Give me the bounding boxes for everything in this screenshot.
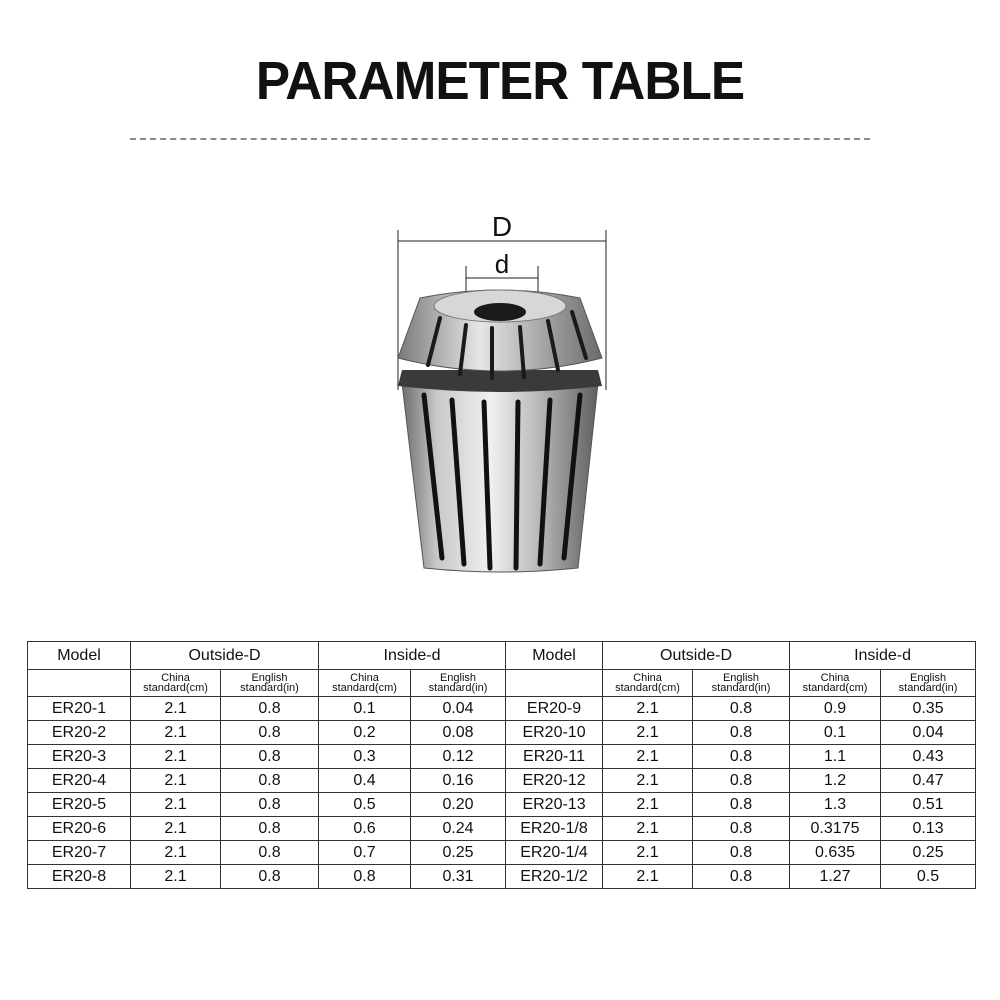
dashed-divider <box>130 138 870 140</box>
table-row <box>28 697 976 721</box>
model-cell: ER20-1 <box>28 697 131 721</box>
outer-diameter-label: D <box>491 211 513 242</box>
outside-d-in-cell: 0.8 <box>693 721 790 745</box>
inside-d-in-cell: 0.08 <box>411 721 506 745</box>
model-cell: ER20-8 <box>28 865 131 889</box>
model-cell: ER20-1/8 <box>506 817 603 841</box>
subheader-china-standard: China standard(cm) <box>790 670 881 697</box>
inside-d-cm-cell: 0.4 <box>319 769 411 793</box>
table-row <box>28 769 976 793</box>
page-title: PARAMETER TABLE <box>255 51 745 111</box>
model-cell: ER20-7 <box>28 841 131 865</box>
outside-d-cm-cell: 2.1 <box>131 841 221 865</box>
outside-d-in-cell: 0.8 <box>221 865 319 889</box>
subheader-empty <box>28 670 131 697</box>
model-cell: ER20-3 <box>28 745 131 769</box>
outside-d-in-cell: 0.8 <box>693 817 790 841</box>
outside-d-cm-cell: 2.1 <box>131 697 221 721</box>
outside-d-cm-cell: 2.1 <box>603 697 693 721</box>
inside-d-cm-cell: 1.3 <box>790 793 881 817</box>
inside-d-in-cell: 0.5 <box>881 865 976 889</box>
model-cell: ER20-13 <box>506 793 603 817</box>
inside-d-in-cell: 0.43 <box>881 745 976 769</box>
inside-d-cm-cell: 0.8 <box>319 865 411 889</box>
header-model: Model <box>28 642 131 670</box>
model-cell: ER20-11 <box>506 745 603 769</box>
outside-d-in-cell: 0.8 <box>221 745 319 769</box>
inside-d-cm-cell: 0.635 <box>790 841 881 865</box>
inside-d-in-cell: 0.20 <box>411 793 506 817</box>
subheader-china-standard: China standard(cm) <box>319 670 411 697</box>
table-row <box>28 745 976 769</box>
inside-d-in-cell: 0.13 <box>881 817 976 841</box>
outside-d-cm-cell: 2.1 <box>603 769 693 793</box>
model-cell: ER20-2 <box>28 721 131 745</box>
outside-d-cm-cell: 2.1 <box>131 817 221 841</box>
outside-d-cm-cell: 2.1 <box>603 793 693 817</box>
outside-d-in-cell: 0.8 <box>221 721 319 745</box>
model-cell: ER20-6 <box>28 817 131 841</box>
inside-d-cm-cell: 0.9 <box>790 697 881 721</box>
table-row <box>28 793 976 817</box>
outside-d-cm-cell: 2.1 <box>603 865 693 889</box>
outside-d-in-cell: 0.8 <box>221 817 319 841</box>
inside-d-in-cell: 0.16 <box>411 769 506 793</box>
inside-d-cm-cell: 0.3175 <box>790 817 881 841</box>
table-row <box>28 841 976 865</box>
header-outside-d: Outside-D <box>603 642 790 670</box>
inside-d-in-cell: 0.51 <box>881 793 976 817</box>
outside-d-in-cell: 0.8 <box>693 793 790 817</box>
inside-d-in-cell: 0.47 <box>881 769 976 793</box>
table-row <box>28 721 976 745</box>
inside-d-cm-cell: 0.1 <box>319 697 411 721</box>
outside-d-cm-cell: 2.1 <box>603 745 693 769</box>
model-cell: ER20-10 <box>506 721 603 745</box>
model-cell: ER20-1/4 <box>506 841 603 865</box>
inside-d-cm-cell: 0.3 <box>319 745 411 769</box>
subheader-english-standard: English standard(in) <box>411 670 506 697</box>
table-row <box>28 865 976 889</box>
inner-diameter-label: d <box>494 249 510 279</box>
outside-d-cm-cell: 2.1 <box>131 745 221 769</box>
outside-d-cm-cell: 2.1 <box>131 721 221 745</box>
model-cell: ER20-4 <box>28 769 131 793</box>
table-subheader-row <box>28 670 976 697</box>
subheader-china-standard: China standard(cm) <box>131 670 221 697</box>
subheader-english-standard: English standard(in) <box>881 670 976 697</box>
outside-d-cm-cell: 2.1 <box>603 841 693 865</box>
inside-d-cm-cell: 0.2 <box>319 721 411 745</box>
outside-d-cm-cell: 2.1 <box>603 721 693 745</box>
table-header-row <box>28 642 976 670</box>
outside-d-cm-cell: 2.1 <box>131 865 221 889</box>
header-inside-d: Inside-d <box>319 642 506 670</box>
inside-d-in-cell: 0.25 <box>881 841 976 865</box>
outside-d-in-cell: 0.8 <box>221 841 319 865</box>
outside-d-in-cell: 0.8 <box>221 793 319 817</box>
model-cell: ER20-1/2 <box>506 865 603 889</box>
header-inside-d: Inside-d <box>790 642 976 670</box>
subheader-english-standard: English standard(in) <box>221 670 319 697</box>
outside-d-in-cell: 0.8 <box>693 769 790 793</box>
inside-d-in-cell: 0.35 <box>881 697 976 721</box>
header-model: Model <box>506 642 603 670</box>
inside-d-in-cell: 0.24 <box>411 817 506 841</box>
model-cell: ER20-12 <box>506 769 603 793</box>
table-row <box>28 817 976 841</box>
subheader-empty <box>506 670 603 697</box>
inside-d-cm-cell: 0.7 <box>319 841 411 865</box>
model-cell: ER20-5 <box>28 793 131 817</box>
parameter-table <box>27 641 976 889</box>
outside-d-cm-cell: 2.1 <box>131 793 221 817</box>
inside-d-cm-cell: 0.1 <box>790 721 881 745</box>
inside-d-cm-cell: 1.2 <box>790 769 881 793</box>
inside-d-in-cell: 0.04 <box>411 697 506 721</box>
collet-diagram <box>380 200 620 600</box>
outside-d-cm-cell: 2.1 <box>131 769 221 793</box>
subheader-english-standard: English standard(in) <box>693 670 790 697</box>
outside-d-cm-cell: 2.1 <box>603 817 693 841</box>
outside-d-in-cell: 0.8 <box>693 697 790 721</box>
inside-d-in-cell: 0.31 <box>411 865 506 889</box>
inside-d-in-cell: 0.12 <box>411 745 506 769</box>
inside-d-in-cell: 0.04 <box>881 721 976 745</box>
inside-d-cm-cell: 0.5 <box>319 793 411 817</box>
outside-d-in-cell: 0.8 <box>693 841 790 865</box>
header-outside-d: Outside-D <box>131 642 319 670</box>
outside-d-in-cell: 0.8 <box>221 697 319 721</box>
inside-d-cm-cell: 1.1 <box>790 745 881 769</box>
subheader-china-standard: China standard(cm) <box>603 670 693 697</box>
inside-d-in-cell: 0.25 <box>411 841 506 865</box>
model-cell: ER20-9 <box>506 697 603 721</box>
outside-d-in-cell: 0.8 <box>693 745 790 769</box>
outside-d-in-cell: 0.8 <box>221 769 319 793</box>
outside-d-in-cell: 0.8 <box>693 865 790 889</box>
inside-d-cm-cell: 1.27 <box>790 865 881 889</box>
inside-d-cm-cell: 0.6 <box>319 817 411 841</box>
